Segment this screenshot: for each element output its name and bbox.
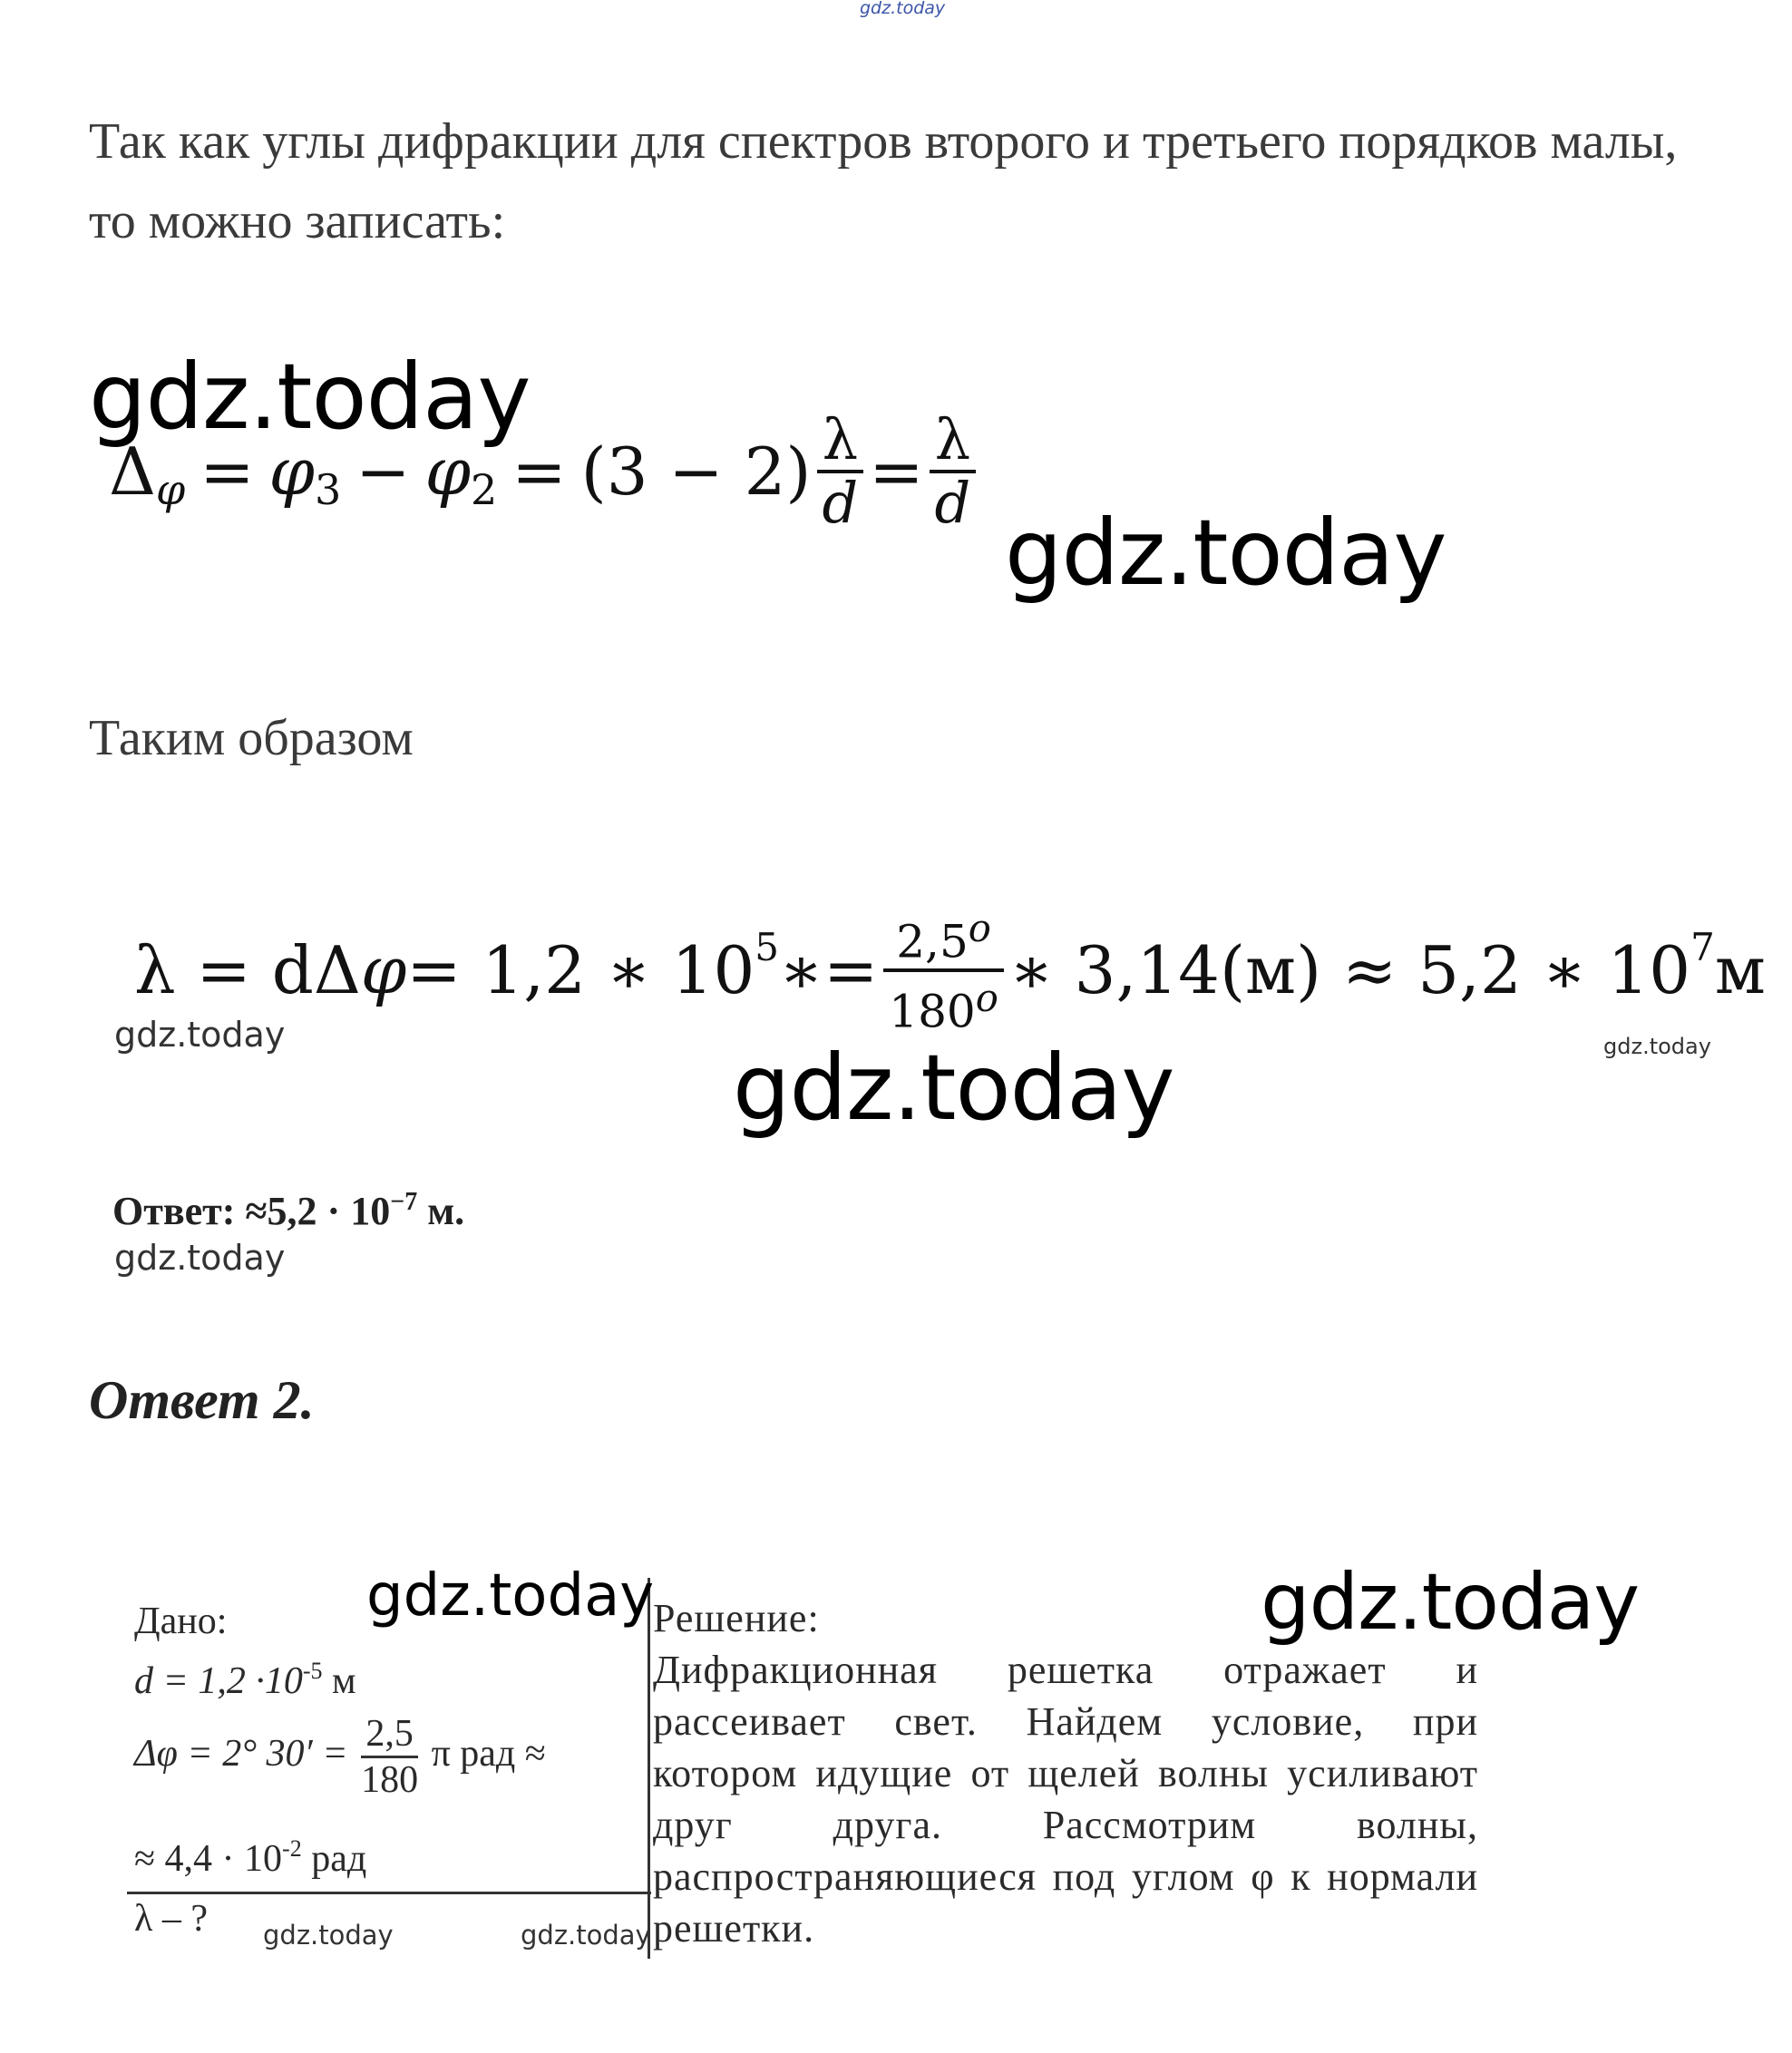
watermark-small: gdz.today — [521, 1920, 651, 1951]
lambda-over-d-fraction — [930, 406, 977, 536]
answer-value: ≈5,2 · 10 — [235, 1189, 391, 1233]
formula-part2: ∗= — [779, 932, 879, 1008]
given-dphi-tail: π рад ≈ — [431, 1733, 546, 1776]
watermark-large: gdz.today — [733, 1035, 1174, 1141]
answer-2-heading: Ответ 2. — [89, 1370, 315, 1430]
index-3: 3 — [314, 465, 342, 514]
given-dphi-line — [134, 1712, 546, 1802]
watermark-top: gdz.today — [860, 0, 946, 18]
given-fraction-den: 180 — [361, 1756, 418, 1802]
given-approx-line — [134, 1837, 366, 1881]
formula-delta-phi — [109, 399, 981, 544]
angle-fraction — [883, 902, 1004, 1037]
equals-sign: = — [511, 433, 567, 510]
solution-title: Решение: — [653, 1596, 820, 1640]
solution-divider — [648, 1578, 650, 1959]
thus-paragraph: Таким образом — [89, 710, 414, 766]
degree-mark: o — [975, 976, 998, 1020]
exponent-2: 7 — [1690, 924, 1715, 969]
denominator-value: 180 — [889, 985, 976, 1038]
watermark-large: gdz.today — [1005, 500, 1446, 606]
given-approx-unit: рад — [301, 1838, 367, 1880]
phi-symbol: φ — [360, 932, 407, 1008]
given-d-exponent: -5 — [302, 1658, 323, 1684]
fraction-numerator: λ — [822, 406, 859, 472]
index-2: 2 — [471, 465, 498, 514]
given-fraction-num: 2,5 — [365, 1713, 414, 1755]
given-fraction — [361, 1712, 418, 1802]
watermark-large: gdz.today — [89, 344, 531, 450]
formula-start: λ = dΔ — [134, 932, 361, 1008]
exponent-1: 5 — [755, 924, 780, 969]
degree-mark: o — [968, 906, 991, 951]
equals-sign: = — [869, 433, 924, 510]
formula-wavelength — [134, 898, 1766, 1043]
given-d-unit: м — [322, 1660, 356, 1702]
fraction-numerator — [891, 902, 997, 968]
lambda-over-d-fraction — [817, 406, 864, 536]
minus-sign: − — [355, 433, 411, 510]
given-d-text: d = 1,2 ·10 — [134, 1660, 303, 1702]
given-approx-text: ≈ 4,4 · 10 — [134, 1838, 283, 1880]
numerator-value: 2,5 — [896, 916, 969, 968]
given-divider — [127, 1892, 651, 1894]
given-find: λ – ? — [134, 1898, 209, 1940]
given-d-line — [134, 1659, 356, 1703]
given-approx-exponent: -2 — [282, 1835, 302, 1862]
formula-part3: ∗ 3,14(м) ≈ 5,2 ∗ 10 — [1008, 932, 1691, 1008]
formula-part1: = 1,2 ∗ 10 — [406, 932, 755, 1008]
fraction-denominator — [883, 968, 1004, 1038]
order-difference: (3 − 2) — [580, 433, 812, 510]
phi3-symbol: φ — [268, 433, 315, 510]
answer-line — [112, 1188, 464, 1234]
phi-subscript: φ — [156, 465, 186, 514]
delta-symbol: Δ — [109, 433, 156, 510]
given-dphi-text: Δφ = 2° 30′ = — [134, 1733, 348, 1776]
answer-exponent: −7 — [390, 1188, 418, 1216]
phi2-symbol: φ — [424, 433, 471, 510]
watermark-medium: gdz.today — [366, 1562, 655, 1630]
answer-label: Ответ: — [112, 1189, 236, 1233]
fraction-denominator: d — [817, 470, 864, 533]
fraction-denominator: d — [930, 470, 977, 533]
formula-part4: м — [1714, 932, 1766, 1008]
watermark-small: gdz.today — [114, 1238, 286, 1278]
watermark-small: gdz.today — [114, 1015, 286, 1055]
equals-sign: = — [200, 433, 255, 510]
solution-body: Дифракционная решетка отражает и рассеивает свет. Найдем условие, при котором идущие от щелей волны усиливают друг друга. Рассмотрим волны, распространяющиеся под углом φ к нормали решетки. — [653, 1648, 1478, 1951]
watermark-small: gdz.today — [1603, 1034, 1711, 1059]
fraction-numerator: λ — [934, 406, 971, 472]
answer-unit: м. — [417, 1189, 465, 1233]
given-title: Дано: — [134, 1601, 228, 1642]
intro-paragraph: Так как углы дифракции для спектров второго и третьего порядков малы, то можно записать: — [89, 113, 1678, 249]
watermark-small: gdz.today — [263, 1920, 394, 1951]
watermark-large: gdz.today — [1261, 1557, 1640, 1648]
